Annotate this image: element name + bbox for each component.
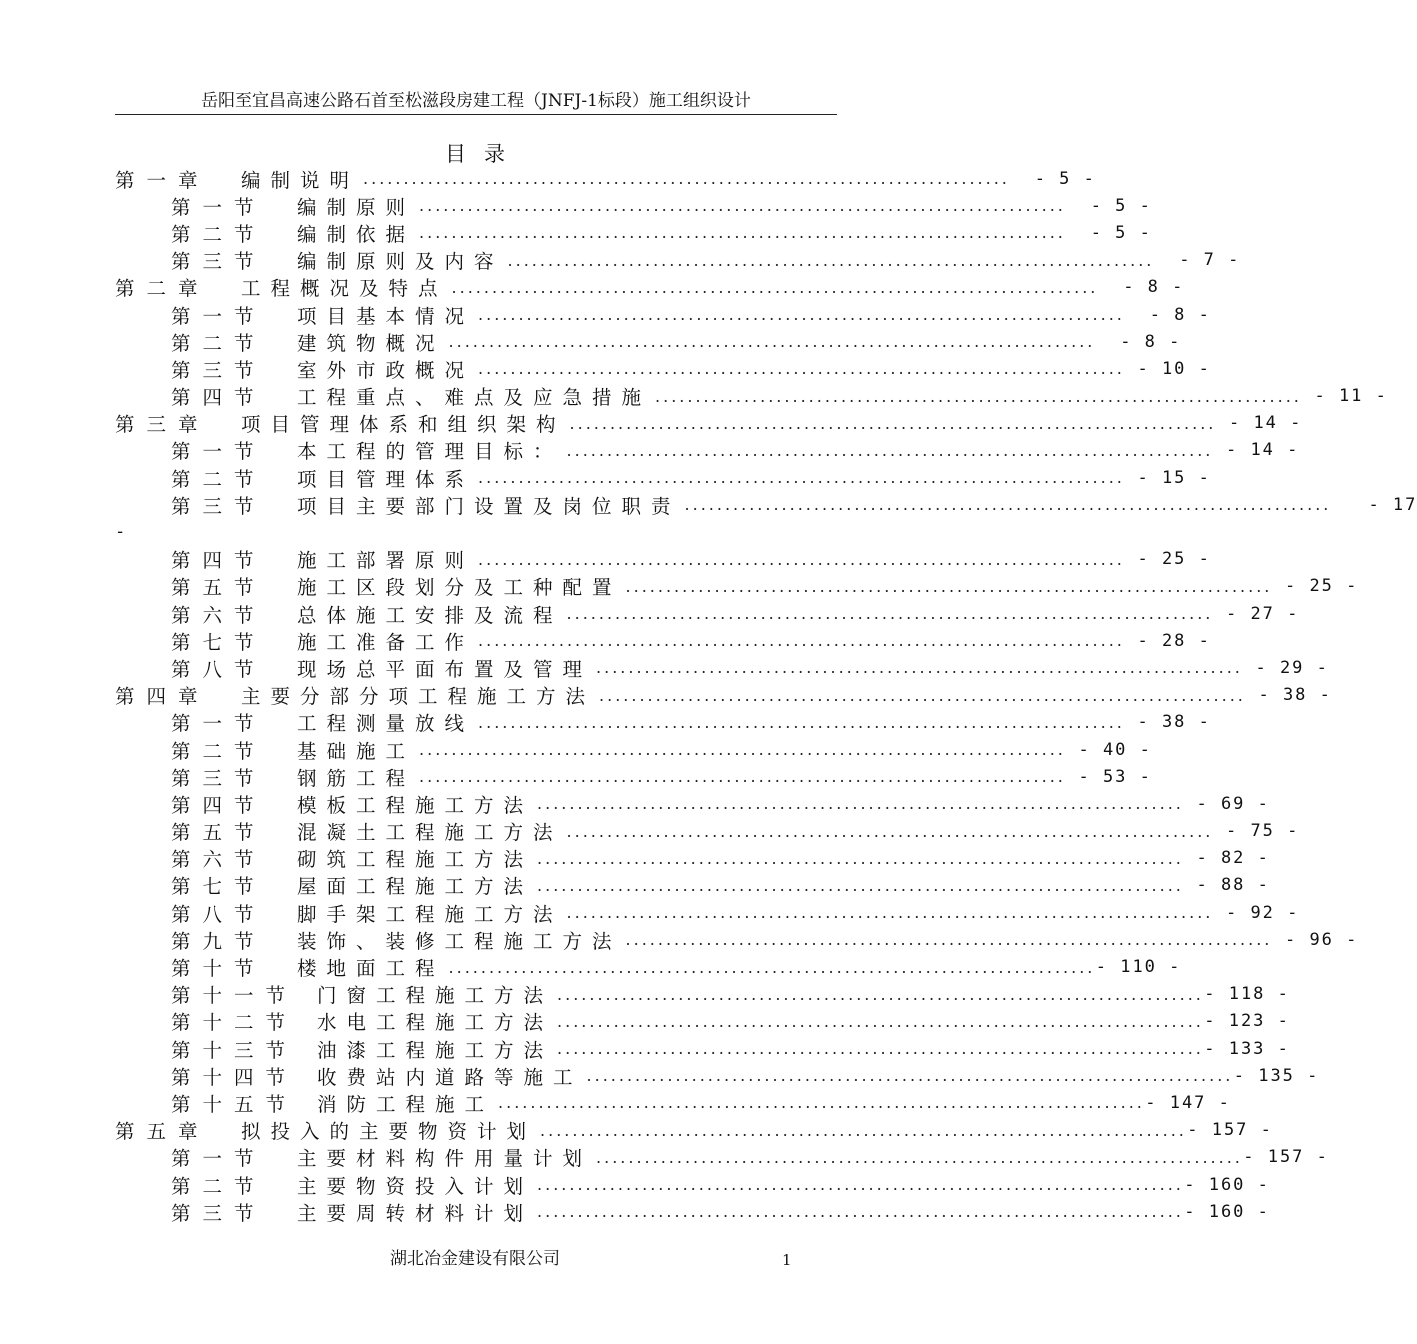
toc-entry-page-wrap	[115, 518, 830, 545]
toc-entry-page: - 8 -	[1123, 277, 1185, 298]
toc-leader-dots: ................................................................................	[599, 685, 1246, 705]
toc-leader-dots: ................................................................................	[540, 1120, 1187, 1140]
toc-leader-dots: ................................................................................	[448, 957, 1096, 977]
toc-entry-page: - 5 -	[1090, 222, 1152, 243]
toc-entry-number: 第五节	[171, 576, 266, 600]
toc-leader-dots: ................................................................................	[498, 1093, 1145, 1113]
toc-entry-section[interactable]	[115, 464, 1211, 491]
toc-entry-number: 第六节	[171, 603, 266, 627]
toc-entry-page: - 27 -	[1225, 603, 1300, 624]
toc-entry-section[interactable]	[115, 546, 1211, 573]
toc-entry-number: 第五节	[171, 821, 266, 845]
toc-entry-number: 第一节	[171, 440, 266, 464]
toc-leader-dots: ................................................................................	[557, 1011, 1204, 1031]
toc-entry-title: 主要物资投入计划	[297, 1174, 534, 1198]
toc-entry-chapter[interactable]	[115, 410, 1303, 437]
toc-entry-page: - 69 -	[1196, 793, 1270, 814]
toc-entry-title: 油漆工程施工方法	[317, 1038, 554, 1062]
toc-entry-title: 本工程的管理目标：	[297, 440, 563, 464]
toc-entry-number: 第八节	[171, 657, 266, 681]
toc-leader-dots: ................................................................................	[625, 930, 1273, 950]
toc-entry-page: - 29 -	[1255, 657, 1329, 678]
footer-page-number: 1	[782, 1251, 792, 1269]
toc-leader-dots: ................................................................................	[655, 386, 1302, 406]
toc-entry-section[interactable]	[115, 763, 1152, 790]
toc-entry-title: 编制说明	[241, 168, 360, 192]
toc-entry-page: - 160 -	[1184, 1201, 1270, 1222]
toc-entry-section[interactable]	[115, 573, 1359, 600]
toc-leader-dots: ................................................................................	[419, 767, 1066, 787]
toc-entry-section[interactable]	[115, 736, 1152, 763]
toc-entry-page: - 38 -	[1137, 712, 1211, 733]
toc-entry-section[interactable]	[115, 1198, 1270, 1225]
toc-entry-page: - 25 -	[1284, 576, 1359, 597]
toc-entry-page: - 118 -	[1204, 984, 1290, 1005]
toc-entry-title: 施工部署原则	[297, 549, 475, 573]
toc-entry-number: 第十三节	[171, 1038, 298, 1062]
toc-entry-page-wrap-text: -	[115, 522, 126, 543]
toc-leader-dots: ................................................................................	[566, 903, 1214, 923]
toc-entry-page: - 96 -	[1284, 929, 1359, 950]
toc-leader-dots: ................................................................................	[537, 848, 1184, 868]
toc-entry-title: 楼地面工程	[297, 957, 445, 981]
toc-entry-chapter[interactable]	[115, 682, 1332, 709]
toc-entry-section[interactable]	[115, 192, 1152, 219]
toc-entry-number: 第十四节	[171, 1065, 298, 1089]
toc-entry-page: - 157 -	[1243, 1147, 1329, 1168]
footer-company: 湖北冶金建设有限公司	[390, 1249, 560, 1269]
toc-entry-title: 项目管理体系和组织架构	[241, 413, 566, 437]
toc-entry-title: 编制依据	[297, 222, 416, 246]
toc-leader-dots: ................................................................................	[596, 658, 1243, 678]
toc-leader-dots: ................................................................................	[537, 794, 1184, 814]
toc-leader-dots: ................................................................................	[363, 169, 1010, 189]
toc-leader-dots: ................................................................................	[537, 1202, 1184, 1222]
toc-entry-number: 第三节	[171, 250, 266, 274]
toc-entry-title: 钢筋工程	[297, 766, 416, 790]
toc-entry-title: 总体施工安排及流程	[297, 603, 563, 627]
toc-leader-dots: ................................................................................	[537, 875, 1184, 895]
toc-entry-section[interactable]	[115, 627, 1211, 654]
toc-leader-dots: ................................................................................	[507, 250, 1155, 270]
toc-leader-dots: ................................................................................	[478, 468, 1125, 488]
toc-entry-section[interactable]	[115, 219, 1152, 246]
toc-entry-page: - 135 -	[1233, 1065, 1320, 1086]
toc-leader-dots: ................................................................................	[451, 277, 1099, 297]
toc-entry-title: 施工准备工作	[297, 630, 475, 654]
toc-entry-section[interactable]	[115, 1171, 1270, 1198]
toc-entry-page: - 110 -	[1095, 957, 1182, 978]
toc-entry-number: 第五章	[115, 1120, 210, 1144]
toc-entry-title: 装饰、装修工程施工方法	[297, 929, 622, 953]
toc-leader-dots: ................................................................................	[419, 740, 1066, 760]
toc-entry-title: 主要分部分项工程施工方法	[241, 685, 596, 709]
toc-entry-title: 砌筑工程施工方法	[297, 848, 534, 872]
toc-entry-title: 建筑物概况	[297, 331, 445, 355]
toc-entry-section[interactable]	[115, 899, 1300, 926]
toc-leader-dots: ................................................................................	[566, 821, 1214, 841]
toc-entry-chapter[interactable]	[115, 165, 1096, 192]
toc-entry-page: - 75 -	[1225, 821, 1300, 842]
toc-leader-dots: ................................................................................	[586, 1066, 1234, 1086]
toc-entry-page: - 8 -	[1120, 331, 1182, 352]
toc-leader-dots: ................................................................................	[478, 712, 1125, 732]
toc-entry-number: 第一节	[171, 1147, 266, 1171]
toc-entry-number: 第十五节	[171, 1092, 298, 1116]
toc-entry-title: 消防工程施工	[317, 1092, 495, 1116]
toc-entry-number: 第十一节	[171, 984, 298, 1008]
toc-leader-dots: ................................................................................	[448, 332, 1096, 352]
toc-leader-dots: ................................................................................	[596, 1147, 1243, 1167]
toc-entry-title: 基础施工	[297, 739, 416, 763]
toc-entry-title: 编制原则	[297, 195, 416, 219]
toc-entry-number: 第一节	[171, 304, 266, 328]
toc-entry-page: - 53 -	[1078, 766, 1152, 787]
toc-entry-section[interactable]	[115, 328, 1182, 355]
toc-entry-number: 第七节	[171, 630, 266, 654]
toc-entry-page: - 25 -	[1137, 549, 1211, 570]
toc-entry-page: - 123 -	[1204, 1011, 1290, 1032]
toc-entry-section[interactable]	[115, 437, 1300, 464]
toc-entry-section[interactable]	[115, 1062, 1320, 1089]
toc-leader-dots: ................................................................................	[557, 984, 1204, 1004]
toc-entry-title: 混凝土工程施工方法	[297, 821, 563, 845]
toc-entry-page: - 88 -	[1196, 875, 1270, 896]
toc-entry-section[interactable]	[115, 818, 1300, 845]
toc-entry-page: - 17	[1368, 494, 1417, 515]
toc-entry-chapter[interactable]	[115, 1117, 1273, 1144]
toc-entry-title: 主要周转材料计划	[297, 1201, 534, 1225]
toc-entry-page: - 5 -	[1034, 168, 1096, 189]
toc-entry-page: - 28 -	[1137, 630, 1211, 651]
toc-entry-page: - 5 -	[1090, 195, 1152, 216]
toc-entry-number: 第三章	[115, 413, 210, 437]
toc-entry-title: 室外市政概况	[297, 358, 475, 382]
toc-entry-number: 第二节	[171, 739, 266, 763]
toc-entry-page: - 133 -	[1204, 1038, 1290, 1059]
toc-entry-number: 第四节	[171, 386, 266, 410]
toc-entry-number: 第十二节	[171, 1011, 298, 1035]
toc-entry-section[interactable]	[115, 1089, 1231, 1116]
toc-entry-section[interactable]	[115, 845, 1270, 872]
toc-leader-dots: ................................................................................	[478, 359, 1125, 379]
toc-entry-section[interactable]	[115, 953, 1182, 981]
toc-entry-section[interactable]	[115, 790, 1270, 817]
toc-leader-dots: ................................................................................	[419, 196, 1066, 216]
table-of-contents	[115, 165, 1417, 1225]
page-header: 岳阳至宜昌高速公路石首至松滋段房建工程（JNFJ-1标段）施工组织设计	[115, 88, 837, 115]
toc-entry-page: - 157 -	[1187, 1120, 1273, 1141]
toc-entry-section[interactable]	[115, 491, 1417, 518]
toc-entry-section[interactable]	[115, 355, 1211, 382]
toc-entry-page: - 14 -	[1225, 440, 1300, 461]
toc-entry-number: 第二节	[171, 331, 266, 355]
toc-leader-dots: ................................................................................	[537, 1175, 1184, 1195]
toc-entry-page: - 92 -	[1225, 902, 1300, 923]
toc-entry-section[interactable]	[115, 872, 1270, 899]
toc-leader-dots: ................................................................................	[566, 604, 1214, 624]
toc-entry-section[interactable]	[115, 1008, 1290, 1035]
toc-entry-number: 第二节	[171, 467, 266, 491]
toc-entry-title: 水电工程施工方法	[317, 1011, 554, 1035]
toc-entry-title: 拟投入的主要物资计划	[241, 1120, 537, 1144]
toc-entry-number: 第十节	[171, 957, 266, 981]
toc-entry-title: 门窗工程施工方法	[317, 984, 554, 1008]
toc-entry-page: - 160 -	[1184, 1174, 1270, 1195]
toc-entry-title: 工程概况及特点	[241, 277, 448, 301]
toc-entry-title: 施工区段划分及工种配置	[297, 576, 622, 600]
toc-entry-title: 现场总平面布置及管理	[297, 657, 593, 681]
toc-entry-number: 第四节	[171, 793, 266, 817]
toc-title: 目录	[445, 142, 523, 166]
toc-entry-page: - 82 -	[1196, 848, 1270, 869]
toc-entry-title: 脚手架工程施工方法	[297, 902, 563, 926]
toc-leader-dots: ................................................................................	[478, 631, 1125, 651]
toc-entry-page: - 40 -	[1078, 739, 1152, 760]
toc-entry-title: 主要材料构件用量计划	[297, 1147, 593, 1171]
toc-entry-title: 项目基本情况	[297, 304, 475, 328]
toc-entry-page: - 7 -	[1179, 250, 1241, 271]
toc-entry-page: - 14 -	[1228, 413, 1303, 434]
toc-entry-page: - 10 -	[1137, 358, 1211, 379]
toc-entry-title: 收费站内道路等施工	[317, 1065, 583, 1089]
toc-entry-chapter[interactable]	[115, 274, 1185, 301]
toc-entry-number: 第二节	[171, 222, 266, 246]
toc-entry-title: 模板工程施工方法	[297, 793, 534, 817]
toc-entry-number: 第九节	[171, 929, 266, 953]
toc-leader-dots: ................................................................................	[625, 576, 1273, 596]
toc-entry-section[interactable]	[115, 1035, 1290, 1062]
toc-entry-number: 第二节	[171, 1174, 266, 1198]
toc-leader-dots: ................................................................................	[557, 1039, 1204, 1059]
toc-entry-section[interactable]	[115, 383, 1388, 410]
toc-entry-section[interactable]	[115, 926, 1359, 953]
toc-entry-title: 屋面工程施工方法	[297, 875, 534, 899]
toc-leader-dots: ................................................................................	[478, 549, 1125, 569]
toc-entry-number: 第一节	[171, 195, 266, 219]
toc-entry-section[interactable]	[115, 654, 1329, 681]
toc-entry-section[interactable]	[115, 981, 1290, 1008]
toc-entry-number: 第一节	[171, 712, 266, 736]
toc-leader-dots: ................................................................................	[569, 413, 1217, 433]
toc-entry-page: - 38 -	[1258, 685, 1332, 706]
toc-entry-number: 第二章	[115, 277, 210, 301]
toc-entry-number: 第三节	[171, 1201, 266, 1225]
toc-entry-section[interactable]	[115, 301, 1211, 328]
toc-entry-title: 编制原则及内容	[297, 250, 504, 274]
toc-leader-dots: ................................................................................	[419, 223, 1066, 243]
toc-entry-section[interactable]	[115, 709, 1211, 736]
toc-entry-section[interactable]	[115, 600, 1300, 627]
toc-entry-number: 第六节	[171, 848, 266, 872]
toc-leader-dots: ................................................................................	[478, 305, 1125, 325]
toc-entry-number: 第四章	[115, 685, 210, 709]
toc-entry-title: 工程重点、难点及应急措施	[297, 386, 652, 410]
toc-leader-dots: ................................................................................	[684, 495, 1332, 515]
toc-entry-page: - 8 -	[1149, 304, 1211, 325]
toc-entry-title: 项目主要部门设置及岗位职责	[297, 494, 681, 518]
toc-entry-page: - 147 -	[1145, 1092, 1231, 1113]
toc-entry-number: 第八节	[171, 902, 266, 926]
toc-entry-number: 第三节	[171, 766, 266, 790]
toc-entry-section[interactable]	[115, 247, 1241, 274]
toc-entry-number: 第三节	[171, 494, 266, 518]
toc-leader-dots: ................................................................................	[566, 440, 1214, 460]
toc-entry-section[interactable]	[115, 1144, 1329, 1171]
toc-entry-number: 第四节	[171, 549, 266, 573]
toc-entry-title: 工程测量放线	[297, 712, 475, 736]
toc-entry-number: 第一章	[115, 168, 210, 192]
toc-entry-title: 项目管理体系	[297, 467, 475, 491]
toc-entry-number: 第七节	[171, 875, 266, 899]
toc-entry-page: - 15 -	[1137, 467, 1211, 488]
toc-entry-page: - 11 -	[1314, 386, 1388, 407]
toc-entry-number: 第三节	[171, 358, 266, 382]
